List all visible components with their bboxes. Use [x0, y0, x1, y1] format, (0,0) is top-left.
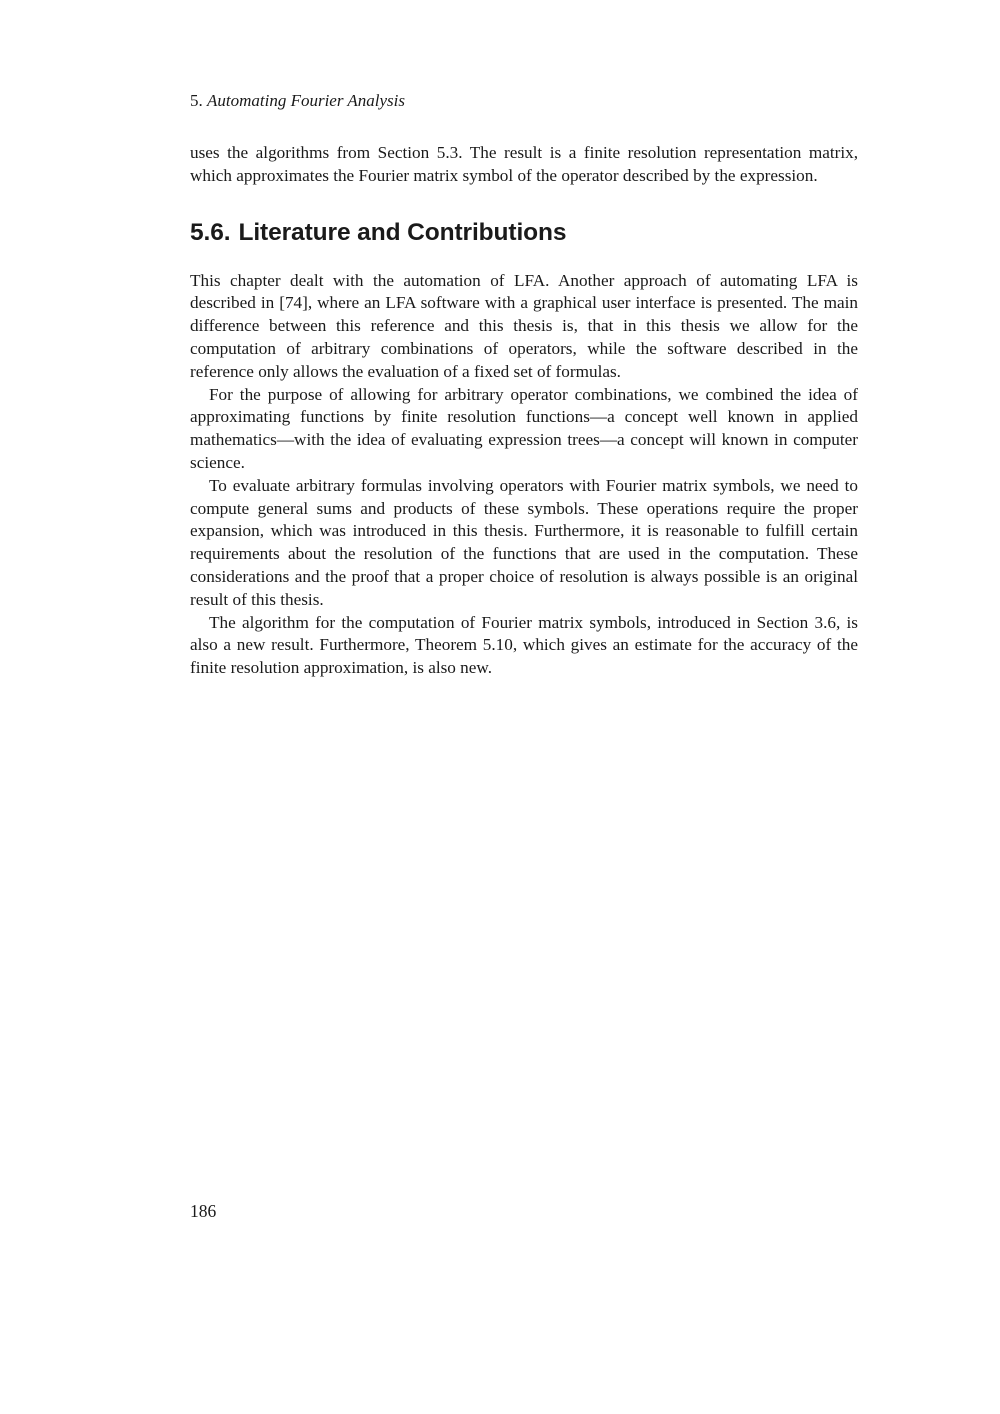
- chapter-number: 5.: [190, 91, 203, 110]
- section-title: Literature and Contributions: [238, 218, 567, 246]
- page-number: 186: [190, 1201, 217, 1221]
- paragraph: The algorithm for the computation of Fourier matrix symbols, introduced in Section 3.6, is also a new result. Furthermore, Theorem 5.10, which gives an estimate for the accuracy of the finite resolution approximation, is also new.: [190, 612, 858, 678]
- page-content: [190, 142, 858, 680]
- paragraph: This chapter dealt with the automation of LFA. Another approach of automating LFA is described in [74], where an LFA software with a graphical user interface is presented. The main difference between this reference and this thesis is, that in this thesis we allow for the computation of arbitrary combinations of operators, while the software described in the reference only allows the evaluation of a fixed set of formulas.: [190, 270, 858, 381]
- running-header: [190, 90, 405, 112]
- chapter-title: Automating Fourier Analysis: [207, 91, 406, 110]
- paragraph: For the purpose of allowing for arbitrary operator combinations, we combined the idea of approximating functions by finite resolution functions—a concept well known in applied mathematics—with the idea of evaluating expression trees—a concept will known in computer science.: [190, 384, 858, 472]
- section-number: 5.6.: [190, 218, 231, 246]
- continuation-paragraph: uses the algorithms from Section 5.3. The result is a finite resolution representation matrix, which approximates the Fourier matrix symbol of the operator described by the expression.: [190, 143, 858, 185]
- section-heading: [190, 218, 858, 248]
- paragraph: To evaluate arbitrary formulas involving operators with Fourier matrix symbols, we need to compute general sums and products of these symbols. These operations require the proper expansion, which was introduced in this thesis. Furthermore, it is reasonable to fulfill certain requirements about the resolution of the functions that are used in the computation. These considerations and the proof that a proper choice of resolution is always possible is an original result of this thesis.: [190, 475, 858, 609]
